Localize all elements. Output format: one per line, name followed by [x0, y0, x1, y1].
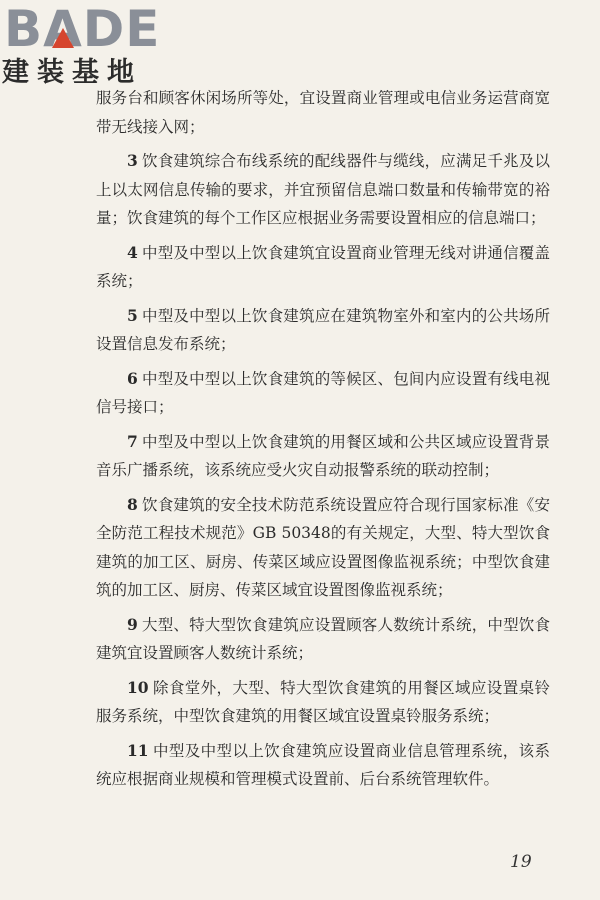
intro-paragraph: 服务台和顾客休闲场所等处，宜设置商业管理或电信业务运营商宽带无线接入网；: [96, 89, 550, 136]
clause-text: 饮食建筑综合布线系统的配线器件与缆线，应满足千兆及以上以太网信息传输的要求，并宜预留信息端口数量和传输带宽的裕量；饮食建筑的每个工作区应根据业务需要设置相应的信息端口；: [96, 152, 550, 227]
clause-number: 9: [127, 614, 138, 634]
clause-item: [96, 365, 550, 422]
clause-item: [96, 674, 550, 731]
clause-item: [96, 239, 550, 296]
clause-item: [96, 302, 550, 359]
clause-number: 8: [127, 494, 138, 514]
clause-text: 除食堂外，大型、特大型饮食建筑的用餐区域应设置桌铃服务系统，中型饮食建筑的用餐区域宜设置桌铃服务系统；: [96, 678, 550, 725]
clause-text: 中型及中型以上饮食建筑宜设置商业管理无线对讲通信覆盖系统；: [96, 243, 550, 290]
clause-text: 中型及中型以上饮食建筑应在建筑物室外和室内的公共场所设置信息发布系统；: [96, 306, 550, 353]
page-number: 19: [510, 852, 532, 872]
clause-text: 中型及中型以上饮食建筑应设置商业信息管理系统，该系统应根据商业规模和管理模式设置前、后台系统管理软件。: [96, 741, 550, 788]
watermark-logo: [0, 0, 180, 92]
clause-item: [96, 611, 550, 668]
logo-triangle-icon: [52, 28, 74, 48]
clause-number: 7: [127, 431, 138, 451]
clause-number: 6: [127, 368, 138, 388]
clause-number: 11: [127, 740, 149, 760]
clause-number: 3: [127, 151, 138, 170]
clause-text: 中型及中型以上饮食建筑的用餐区域和公共区域应设置背景音乐广播系统，该系统应受火灾自动报警系统的联动控制；: [96, 432, 550, 479]
body-text: [96, 84, 550, 800]
logo-cjk-text: 建装基地: [2, 57, 142, 88]
clause-text: 中型及中型以上饮食建筑的等候区、包间内应设置有线电视信号接口；: [96, 369, 550, 416]
clause-number: 5: [127, 305, 138, 325]
clause-text: 大型、特大型饮食建筑应设置顾客人数统计系统，中型饮食建筑宜设置顾客人数统计系统；: [96, 615, 550, 662]
clause-item: [96, 147, 550, 233]
logo-latin-text: BADE: [4, 0, 161, 58]
clause-number: 4: [127, 242, 138, 262]
clause-text: 饮食建筑的安全技术防范系统设置应符合现行国家标准《安全防范工程技术规范》GB 50348的有关规定，大型、特大型饮食建筑的加工区、厨房、传菜区域应设置图像监视系统；中型饮食建筑的加工区、厨房、传菜区域宜设置图像监视系统；: [96, 495, 550, 599]
clause-item: [96, 428, 550, 485]
clause-number: 10: [127, 677, 149, 697]
clause-item: [96, 737, 550, 794]
clause-item: [96, 491, 550, 605]
clause-list: [96, 147, 550, 794]
